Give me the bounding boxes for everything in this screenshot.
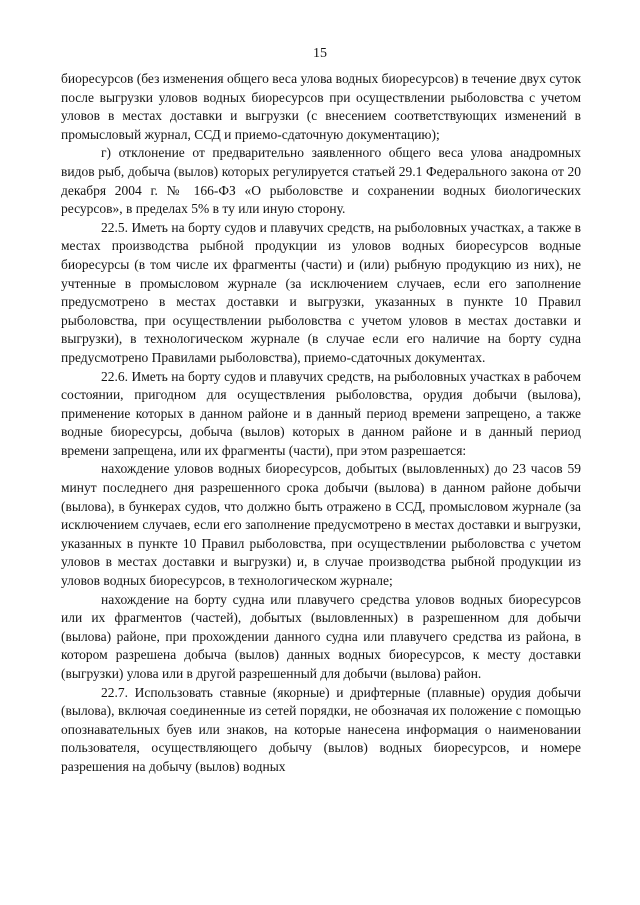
paragraph-22-6: 22.6. Иметь на борту судов и плавучих средств, на рыболовных участках в рабочем состоянии, пригодном для осуществления рыболовства, орудия добычи (вылова), применение которых в данном районе и в данный период времени запрещено, а также водные биоресурсы, добыча (вылов) которых в данном районе и в данный период времени запрещена, или их фрагменты (части), при этом разрешается: <box>61 368 581 458</box>
paragraph-22-5: 22.5. Иметь на борту судов и плавучих средств, на рыболовных участках, а также в местах производства рыбной продукции из уловов водных биоресурсов водные биоресурсы (в том числе их фрагменты (части) и (или) рыбную продукцию из них), не учтенные в промысловом журнале (за исключением случаев, если его заполнение предусмотрено в местах доставки и выгрузки, указанных в пункте 10 Правил рыболовства, при осуществлении рыболовства с учетом уловов в местах доставки и выгрузки), в технологическом журнале (в случае если его наличие на борту судна предусмотрено Правилами рыболовства), приемо-сдаточных документах. <box>61 219 581 365</box>
paragraph-22-6-allowance-1: нахождение уловов водных биоресурсов, добытых (выловленных) до 23 часов 59 минут последнего дня разрешенного срока добычи (вылова) в данном районе добычи (вылова), в бункерах судов, что должно быть отражено в ССД, промысловом журнале (за исключением случаев, если его заполнение предусмотрено в местах доставки и выгрузки, указанных в пункте 10 Правил рыболовства, при осуществлении рыболовства с учетом уловов в местах доставки и выгрузки) и, в случае производства рыбной продукции из уловов водных биоресурсов, в технологическом журнале; <box>61 461 581 589</box>
document-body <box>61 70 581 777</box>
page-number: 15 <box>313 46 327 61</box>
paragraph-continuation: биоресурсов (без изменения общего веса улова водных биоресурсов) в течение двух суток после выгрузки уловов водных биоресурсов при осуществлении рыболовства с учетом уловов в местах доставки и выгрузки (с внесением соответствующих изменений в промысловый журнал, ССД и приемо-сдаточную документацию); <box>61 71 581 142</box>
paragraph-22-7: 22.7. Использовать ставные (якорные) и дрифтерные (плавные) орудия добычи (вылова), включая соединенные из сетей порядки, не обозначая их положение с помощью опознавательных буев или знаков, на которые нанесена информация о наименовании пользователя, осуществляющего добычу (вылов) водных биоресурсов, и номере разрешения на добычу (вылов) водных <box>61 684 581 774</box>
paragraph-item-g: г) отклонение от предварительно заявленного общего веса улова анадромных видов рыб, добыча (вылов) которых регулируется статьей 29.1 Федерального закона от 20 декабря 2004 г. № 166-ФЗ «О рыболовстве и сохранении водных биологических ресурсов», в пределах 5% в ту или иную сторону. <box>61 145 581 217</box>
paragraph-22-6-allowance-2: нахождение на борту судна или плавучего средства уловов водных биоресурсов или их фрагментов (частей), добытых (выловленных) в разрешенном для добычи (вылова) районе, при прохождении данного судна или плавучего средства из района, в котором разрешена добыча (вылов) данных водных биоресурсов, к месту доставки (выгрузки) улова или в другой разрешенный для добычи (вылова) район. <box>61 591 581 681</box>
